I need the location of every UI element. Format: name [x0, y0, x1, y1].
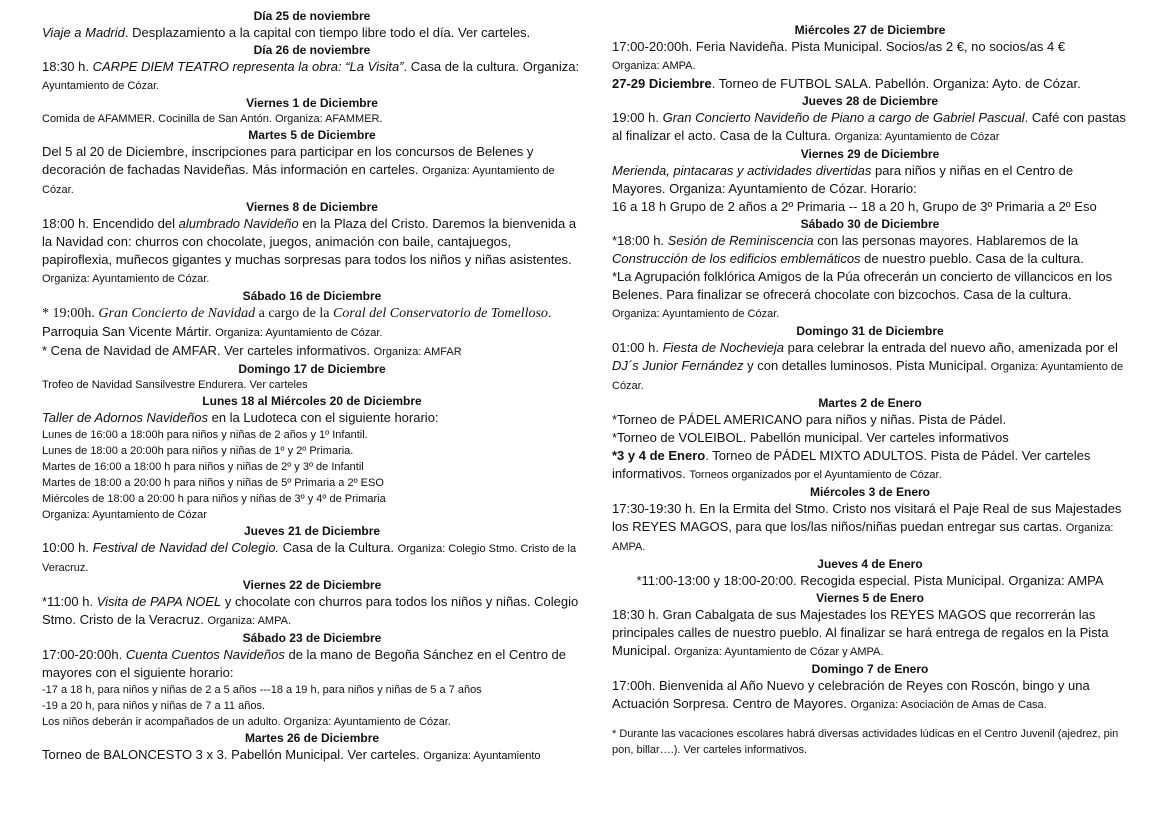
event-entry: *18:00 h. Sesión de Reminiscencia con las personas mayores. Hablaremos de la Construcción de los edificios emblemáticos de nuestro pueblo. Casa de la cultura. *La Agrupación folklórica Amigos de la Púa ofrecerán un concierto de villancicos en los Belenes. Para finalizar se ofrecerá chocolate con bizcochos. Casa de la cultura. Organiza: Ayuntamiento de Cózar. [612, 233, 1113, 320]
date-heading: Viernes 22 de Diciembre [242, 578, 382, 592]
event-entry: *Torneo de PÁDEL AMERICANO para niños y niñas. Pista de Pádel. *Torneo de VOLEIBOL. Pabellón municipal. Ver carteles informativos *3 y 4 de Enero. Torneo de PÁDEL MIXTO ADULTOS. Pista de Pádel. Ver carteles informativos. Torneos organizados por el Ayuntamiento de Cózar. [612, 412, 1091, 481]
event-entry: Taller de Adornos Navideños en la Ludoteca con el siguiente horario: [42, 410, 439, 425]
schedule-line: Lunes de 16:00 a 18:00h para niños y niñas de 2 años y 1º Infantil. [42, 429, 368, 441]
date-heading: Jueves 4 de Enero [817, 557, 923, 571]
date-heading: Domingo 17 de Diciembre [238, 362, 386, 376]
event-entry: Trofeo de Navidad Sansilvestre Endurera. Ver carteles [42, 379, 308, 391]
right-column [612, 22, 1128, 822]
event-entry: 18:00 h. Encendido del alumbrado Navideño en la Plaza del Cristo. Daremos la bienvenida a la Navidad con: churros con chocolate, juegos, animación con baile, cantajuegos, papiroflexia, muñecos gigantes y muchas sorpresas para todos los niños y niñas asistentes. Organiza: Ayuntamiento de Cózar. [42, 216, 577, 285]
left-column [42, 8, 582, 808]
date-heading: Martes 26 de Diciembre [244, 731, 380, 745]
date-heading: Viernes 1 de Diciembre [246, 96, 378, 110]
date-heading: Jueves 21 de Diciembre [243, 524, 381, 538]
date-heading: Martes 5 de Diciembre [248, 128, 376, 142]
event-entry: *11:00-13:00 y 18:00-20:00. Recogida especial. Pista Municipal. Organiza: AMPA [636, 573, 1104, 588]
schedule-line: Los niños deberán ir acompañados de un adulto. Organiza: Ayuntamiento de Cózar. [42, 716, 451, 728]
event-entry: Torneo de BALONCESTO 3 x 3. Pabellón Municipal. Ver carteles. Organiza: Ayuntamiento [42, 747, 541, 762]
event-entry: *11:00 h. Visita de PAPA NOEL y chocolate con churros para todos los niños y niñas. Colegio Stmo. Cristo de la Veracruz. Organiza: AMPA. [42, 594, 579, 627]
date-heading: Sábado 30 de Diciembre [800, 217, 940, 231]
event-entry: 10:00 h. Festival de Navidad del Colegio. Casa de la Cultura. Organiza: Colegio Stmo. Cristo de la Veracruz. [42, 540, 577, 574]
schedule-line: Lunes de 18:00 a 20:00h para niños y niñas de 1º y 2º Primaria. [42, 445, 354, 457]
schedule-line: -19 a 20 h, para niños y niñas de 7 a 11 años. [42, 700, 266, 712]
schedule-line: Martes de 18:00 a 20:00 h para niños y niñas de 5º Primaria a 2º ESO [42, 477, 384, 489]
event-entry: 18:30 h. Gran Cabalgata de sus Majestades los REYES MAGOS que recorrerán las principales calles de nuestro pueblo. Al finalizar se hará entrega de regalos en la Pista Municipal. Organiza: Ayuntamiento de Cózar y AMPA. [612, 607, 1109, 658]
date-heading: Lunes 18 al Miércoles 20 de Diciembre [202, 394, 422, 408]
schedule-line: Martes de 16:00 a 18:00 h para niños y niñas de 2º y 3º de Infantil [42, 461, 364, 473]
date-heading: Día 26 de noviembre [253, 43, 371, 57]
event-entry: 17:00-20:00h. Feria Navideña. Pista Municipal. Socios/as 2 €, no socios/as 4 € Organiza: AMPA. 27-29 Diciembre. Torneo de FUTBOL SALA. Pabellón. Organiza: Ayto. de Cózar. [612, 39, 1081, 91]
date-heading: Domingo 7 de Enero [811, 662, 929, 676]
organizer-line: Organiza: Ayuntamiento de Cózar [42, 509, 207, 521]
date-heading: Martes 2 de Enero [818, 396, 922, 410]
event-entry: 17:00h. Bienvenida al Año Nuevo y celebración de Reyes con Roscón, bingo y una Actuación Sorpresa. Centro de Mayores. Organiza: Asociación de Amas de Casa. [612, 678, 1090, 711]
schedule-line: -17 a 18 h, para niños y niñas de 2 a 5 años ---18 a 19 h, para niños y niñas de 5 a 7 años [42, 684, 482, 696]
date-heading: Domingo 31 de Diciembre [796, 324, 944, 338]
footnote: * Durante las vacaciones escolares habrá diversas actividades lúdicas en el Centro Juvenil (ajedrez, pin pon, billar….). Ver carteles informativos. [612, 728, 1119, 756]
event-entry: 01:00 h. Fiesta de Nochevieja para celebrar la entrada del nuevo año, amenizada por el DJ´s Junior Fernández y con detalles luminosos. Pista Municipal. Organiza: Ayuntamiento de Cózar. [612, 340, 1124, 392]
event-entry: * 19:00h. Gran Concierto de Navidad a cargo de la Coral del Conservatorio de Tomelloso. Parroquia San Vicente Mártir. Organiza: Ayuntamiento de Cózar. * Cena de Navidad de AMFAR. Ver carteles informativos. Organiza: AMFAR [42, 305, 552, 358]
date-heading: Miércoles 27 de Diciembre [794, 23, 946, 37]
date-heading: Día 25 de noviembre [253, 9, 371, 23]
date-heading: Jueves 28 de Diciembre [801, 94, 939, 108]
event-entry: Del 5 al 20 de Diciembre, inscripciones para participar en los concursos de Belenes y decoración de fachadas Navideñas. Más información en carteles. Organiza: Ayuntamiento de Cózar. [42, 144, 555, 196]
event-entry: Viaje a Madrid. Desplazamiento a la capital con tiempo libre todo el día. Ver carteles. [42, 25, 531, 40]
event-entry: Comida de AFAMMER. Cocinilla de San Antón. Organiza: AFAMMER. [42, 113, 383, 125]
date-heading: Miércoles 3 de Enero [809, 485, 931, 499]
date-heading: Sábado 16 de Diciembre [242, 289, 382, 303]
event-entry: Merienda, pintacaras y actividades divertidas para niños y niñas en el Centro de Mayores. Organiza: Ayuntamiento de Cózar. Horario: 16 a 18 h Grupo de 2 años a 2º Primaria -- 18 a 20 h, Grupo de 3º Primaria a 2º Eso [612, 163, 1097, 214]
date-heading: Sábado 23 de Diciembre [242, 631, 382, 645]
event-entry: 18:30 h. CARPE DIEM TEATRO representa la obra: “La Visita”. Casa de la cultura. Organiza: Ayuntamiento de Cózar. [42, 59, 580, 92]
event-entry: 19:00 h. Gran Concierto Navideño de Piano a cargo de Gabriel Pascual. Café con pastas al finalizar el acto. Casa de la Cultura. Organiza: Ayuntamiento de Cózar [612, 110, 1126, 143]
schedule-line: Miércoles de 18:00 a 20:00 h para niños y niñas de 3º y 4º de Primaria [42, 493, 386, 505]
date-heading: Viernes 5 de Enero [816, 591, 924, 605]
date-heading: Viernes 29 de Diciembre [800, 147, 940, 161]
event-entry: 17:00-20:00h. Cuenta Cuentos Navideños de la mano de Begoña Sánchez en el Centro de mayores con el siguiente horario: [42, 647, 567, 680]
event-entry: 17:30-19:30 h. En la Ermita del Stmo. Cristo nos visitará el Paje Real de sus Majestades los REYES MAGOS, para que los/las niños/niñas puedan entregar sus cartas. Organiza: AMPA. [612, 501, 1122, 553]
date-heading: Viernes 8 de Diciembre [246, 200, 378, 214]
